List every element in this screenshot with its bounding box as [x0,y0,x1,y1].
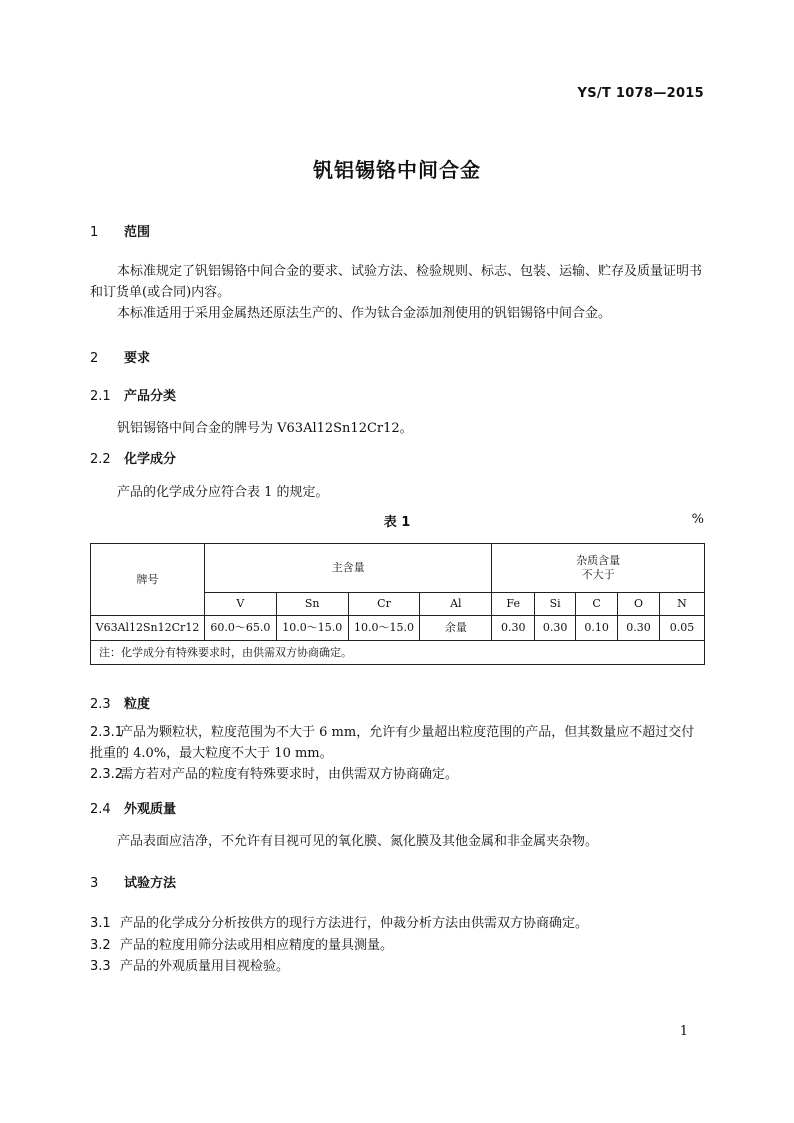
element-header: N [659,593,704,616]
section-number: 2.3 [90,697,111,712]
table-note: 注：化学成分有特殊要求时，由供需双方协商确定。 [91,641,705,665]
clause-number: 3.3 [90,959,111,974]
section-title: 外观质量 [124,802,177,817]
section-number: 2.1 [90,389,111,404]
section-3-2 [90,934,393,953]
element-header: O [618,593,660,616]
document-title: 钒铝锡铬中间合金 [313,158,481,182]
section-1-paragraph-2: 本标准适用于采用金属热还原法生产的、作为钛合金添加剂使用的钒铝锡铬中间合金。 [117,306,612,321]
value-cell: 0.05 [659,616,704,641]
clause-text: 需方若对产品的粒度有特殊要求时，由供需双方协商确定。 [120,767,459,782]
element-header: Cr [348,593,420,616]
element-header: Si [535,593,576,616]
section-number: 2.2 [90,452,111,467]
section-2-3-1 [90,722,704,764]
value-cell: 余量 [420,616,492,641]
section-title: 试验方法 [124,876,177,891]
section-2-1-text: 钒铝锡铬中间合金的牌号为 V63Al12Sn12Cr12。 [117,421,413,436]
value-cell: 0.30 [535,616,576,641]
section-title: 产品分类 [124,389,177,404]
section-number: 2 [90,351,99,366]
grade-cell: V63Al12Sn12Cr12 [91,616,205,641]
value-cell: 0.30 [618,616,660,641]
section-2-2-heading [90,448,176,467]
value-cell: 60.0～65.0 [204,616,276,641]
section-1-heading [90,221,150,240]
value-cell: 0.30 [492,616,535,641]
page-number: 1 [679,1024,688,1039]
element-header: Al [420,593,492,616]
section-title: 粒度 [124,697,151,712]
element-header: Fe [492,593,535,616]
value-cell: 0.10 [576,616,618,641]
section-title: 要求 [124,351,151,366]
element-header: V [204,593,276,616]
value-cell: 10.0～15.0 [276,616,348,641]
section-3-heading [90,872,176,891]
section-number: 3 [90,876,99,891]
header-main-content: 主含量 [204,544,491,593]
section-2-2-text: 产品的化学成分应符合表 1 的规定。 [117,485,329,500]
table-1-title: 表 1 [383,515,411,530]
section-2-4-text: 产品表面应洁净，不允许有目视可见的氧化膜、氮化膜及其他金属和非金属夹杂物。 [117,834,599,849]
section-1-paragraph-1: 本标准规定了钒铝锡铬中间合金的要求、试验方法、检验规则、标志、包装、运输、贮存及质量证明书和订货单(或合同)内容。 [90,264,703,300]
section-number: 2.4 [90,802,111,817]
header-grade: 牌号 [91,544,205,616]
clause-text: 产品的化学成分分析按供方的现行方法进行，仲裁分析方法由供需双方协商确定。 [120,916,589,931]
section-2-3-heading [90,693,150,712]
header-impurity-sub: 不大于 [581,568,615,581]
header-impurity [492,544,705,593]
section-title: 化学成分 [124,452,177,467]
element-header: Sn [276,593,348,616]
section-2-1-heading [90,385,176,404]
section-3-1 [90,912,588,931]
clause-number: 2.3.1 [90,725,124,740]
section-3-3 [90,955,289,974]
element-header: C [576,593,618,616]
table-1-unit: % [691,512,704,527]
section-2-3-2 [90,764,704,785]
section-2-heading [90,347,150,366]
table-row [91,616,705,641]
clause-number: 3.2 [90,938,111,953]
clause-text: 产品为颗粒状，粒度范围为不大于 6 mm，允许有少量超出粒度范围的产品，但其数量应不超过交付批重的 4.0%，最大粒度不大于 10 mm。 [90,725,695,761]
section-2-4-heading [90,798,176,817]
value-cell: 10.0～15.0 [348,616,420,641]
clause-number: 3.1 [90,916,111,931]
section-title: 范围 [124,225,151,240]
clause-number: 2.3.2 [90,767,124,782]
standard-number: YS/T 1078—2015 [577,86,704,101]
header-impurity-label: 杂质含量 [576,554,621,567]
clause-text: 产品的粒度用筛分法或用相应精度的量具测量。 [120,938,394,953]
table-1 [90,543,705,665]
clause-text: 产品的外观质量用目视检验。 [120,959,290,974]
section-number: 1 [90,225,99,240]
